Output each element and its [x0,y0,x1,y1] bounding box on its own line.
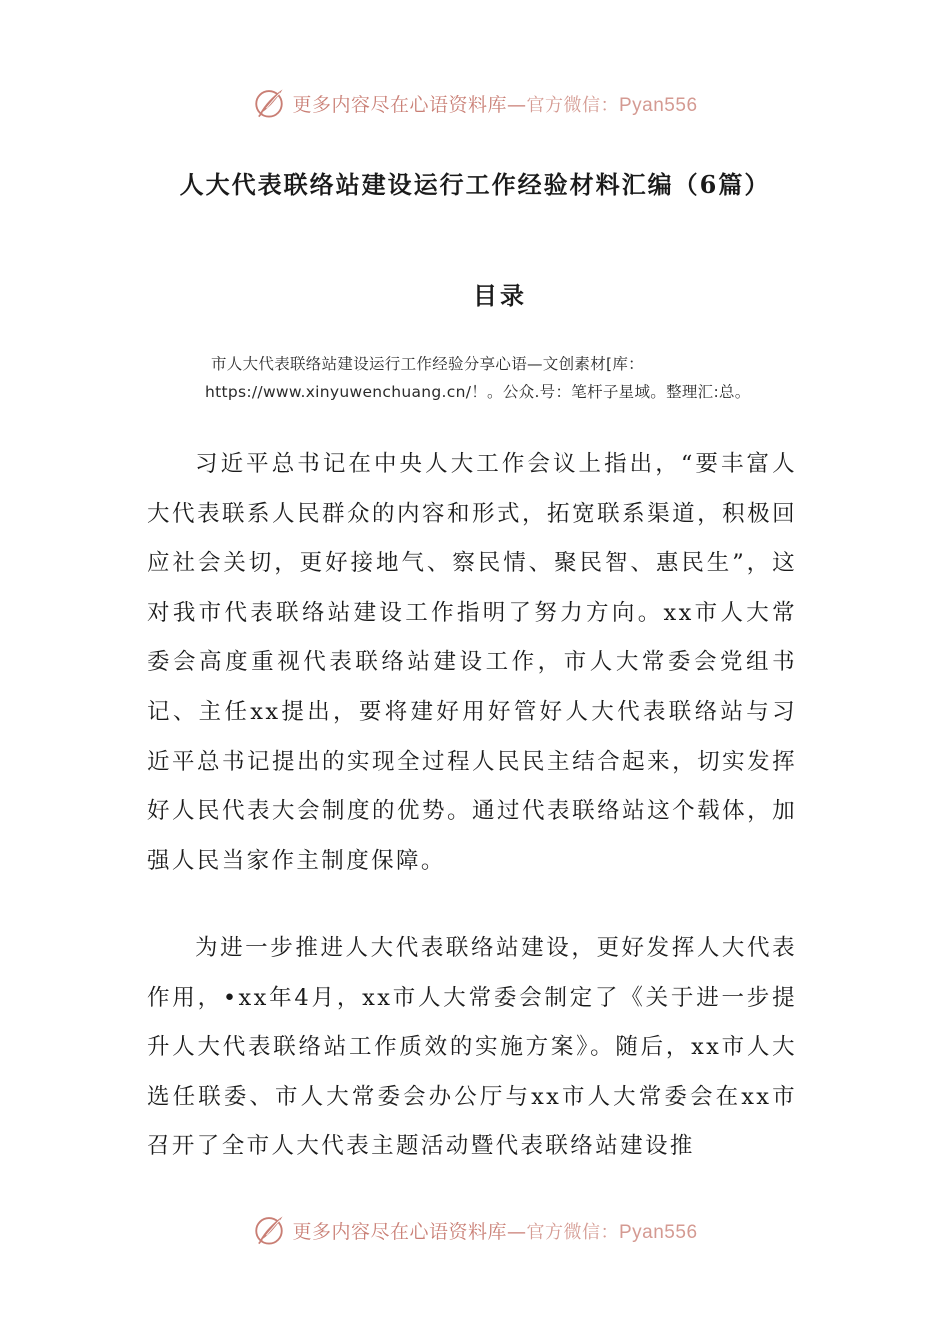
watermark-text: 更多内容尽在心语资料库—官方微信：Pyan556 [292,1220,698,1243]
document-title: 人大代表联络站建设运行工作经验材料汇编（6篇） [179,170,771,199]
quill-pen-circle-icon [252,1213,286,1247]
quill-pen-circle-icon [252,86,286,120]
toc-heading: 目录 [473,281,527,310]
body-paragraph-1: 习近平总书记在中央人大工作会议上指出，“要丰富人大代表联系人民群众的内容和形式，拓宽联系渠道，积极回应社会关切，更好接地气、察民情、聚民智、惠民生”，这对我市代表联络站建设工作指明了努力方向。xx市人大常委会高度重视代表联络站建设工作，市人大常委会党组书记、主任xx提出，要将建好用好管好人大代表联络站与习近平总书记提出的实现全过程人民民主结合起来，切实发挥好人民代表大会制度的优势。通过代表联络站这个载体，加强人民当家作主制度保障。 [147,451,797,874]
body-paragraph-2: 为进一步推进人大代表联络站建设，更好发挥人大代表作用，•xx年4月，xx市人大常委会制定了《关于进一步提升人大代表联络站工作质效的实施方案》。随后，xx市人大选任联委、市人大常委会办公厅与xx市人大常委会在xx市召开了全市人大代表主题活动暨代表联络站建设推 [147,935,797,1160]
watermark-header [0,83,950,123]
toc-entry: 市人大代表联络站建设运行工作经验分享心语—文创素材[库：https://www.xinyuwenchuang.cn/！。公众.号：笔杆子星域。整理汇:总。 [205,355,751,401]
watermark-footer [0,1210,950,1250]
watermark-text: 更多内容尽在心语资料库—官方微信：Pyan556 [292,93,698,116]
